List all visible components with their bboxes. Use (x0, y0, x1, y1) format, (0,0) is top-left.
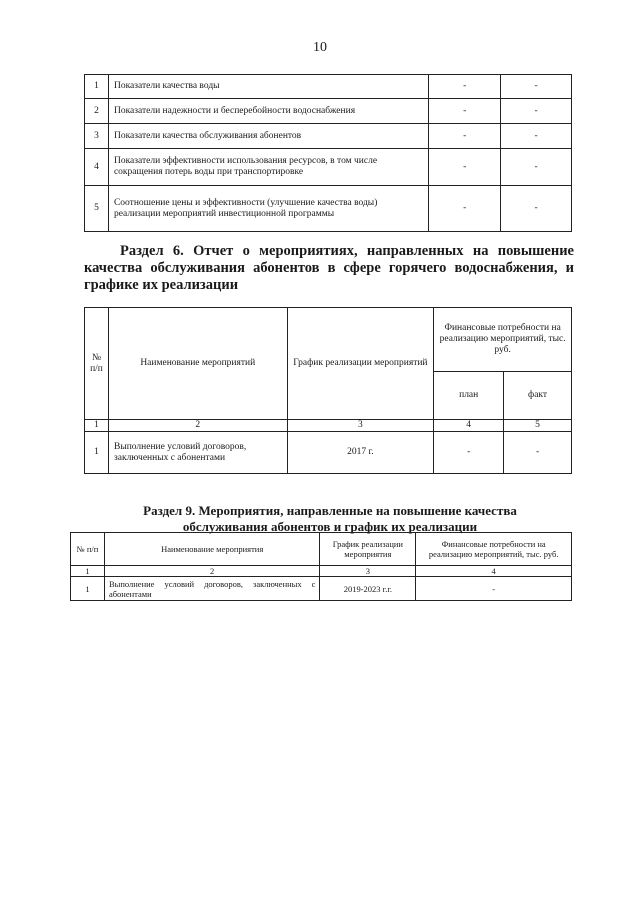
header-num: № п/п (71, 533, 105, 566)
fact-value: - (501, 99, 572, 124)
table-row (71, 577, 572, 601)
column-number: 3 (287, 420, 434, 432)
row-number: 5 (85, 186, 109, 232)
section9-heading-line1: Раздел 9. Мероприятия, направленные на повышение качества (143, 503, 517, 518)
header-finance: Финансовые потребности на реализацию мероприятий, тыс. руб. (416, 533, 572, 566)
page-number: 10 (313, 40, 327, 55)
header-fact: факт (504, 372, 572, 420)
plan-value: - (434, 432, 504, 474)
column-number: 3 (320, 566, 416, 577)
header-plan: план (434, 372, 504, 420)
header-schedule: График реализации мероприятия (320, 533, 416, 566)
table-row (85, 186, 572, 232)
column-number: 1 (85, 420, 109, 432)
measure-name: Выполнение условий договоров, заключенных с абонентами (108, 432, 287, 474)
section9-heading (70, 503, 590, 535)
fact-value: - (501, 124, 572, 149)
table-row (85, 432, 572, 474)
section9-heading-line2: обслуживания абонентов и график их реализации (182, 519, 478, 534)
plan-value: - (429, 99, 501, 124)
row-number: 1 (85, 75, 109, 99)
section6-table (84, 307, 572, 474)
plan-value: - (429, 186, 501, 232)
fact-value: - (501, 149, 572, 186)
header-name: Наименование мероприятия (104, 533, 319, 566)
row-number: 1 (85, 432, 109, 474)
measure-schedule: 2019-2023 г.г. (320, 577, 416, 601)
header-schedule: График реализации мероприятий (287, 308, 434, 420)
row-number: 1 (71, 577, 105, 601)
section6-heading: Раздел 6. Отчет о мероприятиях, направленных на повышение качества обслуживания абонентов в сфере горячего водоснабжения, и графике их реализации (84, 243, 574, 293)
header-name: Наименование мероприятий (108, 308, 287, 420)
indicator-name: Соотношение цены и эффективности (улучшение качества воды) реализации мероприятий инвестиционной программы (108, 186, 428, 232)
plan-value: - (429, 149, 501, 186)
measure-schedule: 2017 г. (287, 432, 434, 474)
table-row (85, 149, 572, 186)
fact-value: - (504, 432, 572, 474)
header-num: № п/п (85, 308, 109, 420)
table-row (85, 75, 572, 99)
column-number: 4 (434, 420, 504, 432)
column-number: 2 (108, 420, 287, 432)
table-header-row (71, 533, 572, 566)
indicator-name: Показатели качества воды (108, 75, 428, 99)
column-number: 1 (71, 566, 105, 577)
indicator-name: Показатели эффективности использования ресурсов, в том числе сокращения потерь воды при транспортировке (108, 149, 428, 186)
column-number: 4 (416, 566, 572, 577)
column-number-row (85, 420, 572, 432)
fact-value: - (501, 186, 572, 232)
table-row (85, 99, 572, 124)
section9-table (70, 532, 572, 601)
column-number: 2 (104, 566, 319, 577)
fact-value: - (501, 75, 572, 99)
measure-name: Выполнение условий договоров, заключенных с абонентами (104, 577, 319, 601)
column-number: 5 (504, 420, 572, 432)
row-number: 4 (85, 149, 109, 186)
table-row (85, 124, 572, 149)
header-finance: Финансовые потребности на реализацию мероприятий, тыс. руб. (434, 308, 572, 372)
column-number-row (71, 566, 572, 577)
row-number: 3 (85, 124, 109, 149)
indicators-table (84, 74, 572, 232)
indicator-name: Показатели надежности и бесперебойности водоснабжения (108, 99, 428, 124)
row-number: 2 (85, 99, 109, 124)
plan-value: - (429, 75, 501, 99)
finance-value: - (416, 577, 572, 601)
plan-value: - (429, 124, 501, 149)
indicator-name: Показатели качества обслуживания абонентов (108, 124, 428, 149)
table-header-row (85, 308, 572, 372)
